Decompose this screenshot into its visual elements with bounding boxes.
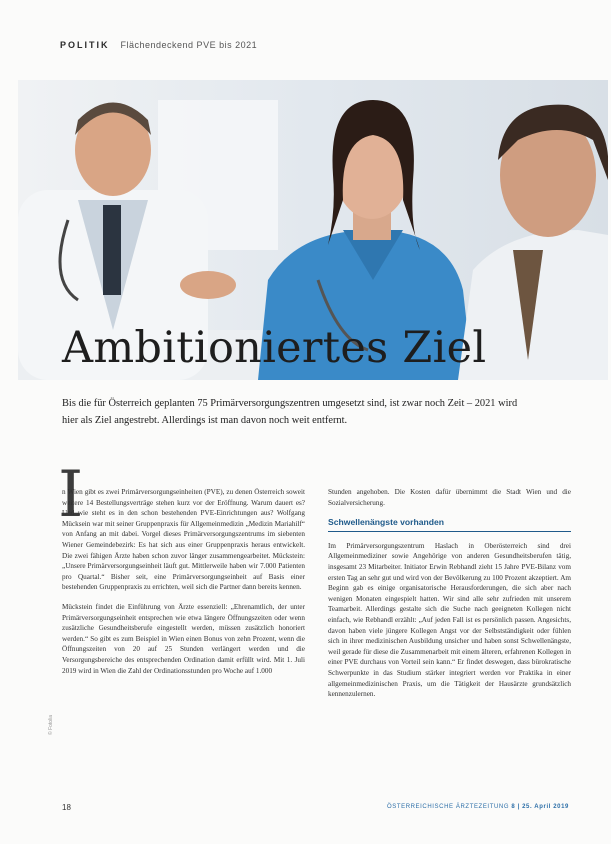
- photo-credit: © Fotolia: [48, 714, 54, 735]
- text-column-right: [328, 487, 571, 709]
- issue-date: 8 | 25. April 2019: [511, 804, 569, 810]
- body-paragraph: Im Primärversorgungszentrum Haslach in Oberösterreich sind drei Allgemeinmediziner sowie Angehörige von anderen Gesundheitsberufen tätig, insgesamt 23 Mitarbeiter. Initiator Erwin Rebhandl zieht 15 Jahre PVE-Bilanz vom ersten Tag an sehr gut und wird von der Bevölkerung zu 100 Prozent akzeptiert. Am Beginn gab es einige organisatorische Herausforderungen, die sich aber nach wenigen Monaten eingespielt hatten. Wir sind alle sehr zufrieden mit unserem Teamarbeit. Allerdings gestalte sich die Suche nach geeigneten Kollegen nicht einfach, wie Rebhandl erzählt: „Auf jeden Fall ist es persönlich passen. Angesichts, davon haben viele jüngere Kollegen Angst vor der Selbstständigkeit oder fühlen sich in ihrer medizinischen Ausbildung unsicher und haben sonst Schwellenängste, weil gerade für diese die Zusammenarbeit mit einem älteren, erfahrenen Kollegen in einer PVE durchaus von Vorteil sein kann.“ Er findet deswegen, dass bürokratische Schwerpunkte in das Studium stärker integriert werden vor Praktika in einer allgemeinmedizinischen Praxis, um die Tätigkeit der Hausärzte grundsätzlich kennenzulernen.: [328, 541, 571, 699]
- section-subheading: Schwellenängste vorhanden: [328, 517, 571, 532]
- drop-cap: I: [58, 458, 84, 532]
- body-paragraph: n Wien gibt es zwei Primärversorgungseinheiten (PVE), zu denen Österreich soweit weitere 14 Bestellungsverträge stehen kurz vor der Eröffnung. Warum dauert es? Und wie steht es in den schon bestehenden PVE-Einrichtungen aus? Wolfgang Mücksein war mit seiner Gruppenpraxis für Allgemeinmedizin „Medizin Mariahilf“ von Anfang an mit dabei. Vorgel dieses Primärversorgungszentrums im siebenten Wiener Gemeindebezirk: Es hat sich aus einer Gruppenpraxis heraus entwickelt. Die zwei fähigen Ärzte haben schon zuvor länger zusammengearbeitet. Mückstein: „Unsere Primärversorgungseinheit läuft gut. Mittlerweile haben wir 7.000 Patienten pro Quartal.“ Bisher seit, eine Primärversorgungseinheit auf Basis einer bestehenden Gruppenpraxis zu errichten, weil sich die Partner dann bereits kennen.: [62, 488, 305, 592]
- body-paragraph: Mückstein findet die Einführung von Ärzte essenziell: „Ehrenamtlich, der unter Primärversorgungseinheit entsprechen wie etwa längere Öffnungszeiten oder wenn zusätzliche Gesundheitsberufe eingestellt werden, müssen zusätzlich honoriert werden.“ So gibt es zum Beispiel in Wien einen Bonus von zehn Prozent, wenn die Öffnungszeiten von 20 auf 25 Stunden verlängert werden und die Versorgungsbereiche des entsprechenden Ordination damit erfüllt wird. Mit 1. Juli 2019 wird in Wien die Zahl der Ordinationsstunden pro Woche auf 1.000: [62, 602, 305, 675]
- section-rubric: [60, 40, 257, 50]
- article-lead: Bis die für Österreich geplanten 75 Primärversorgungszentren umgesetzt sind, ist zwar noch Zeit – 2021 wird hier als Ziel angestrebt. Allerdings ist man davon noch weit entfernt.: [62, 398, 518, 426]
- text-column-left: [62, 487, 305, 685]
- publication-name: ÖSTERREICHISCHE ÄRZTEZEITUNG: [386, 804, 510, 810]
- page-number: 18: [62, 803, 71, 812]
- topic-label: Flächendeckend PVE bis 2021: [120, 40, 258, 50]
- body-paragraph: Stunden angehoben. Die Kosten dafür übernimmt die Stadt Wien und die Sozialversicherung.: [328, 488, 571, 507]
- article-headline: Ambitioniertes Ziel: [62, 323, 487, 373]
- section-label: POLITIK: [60, 40, 110, 50]
- publication-footer: [387, 804, 569, 810]
